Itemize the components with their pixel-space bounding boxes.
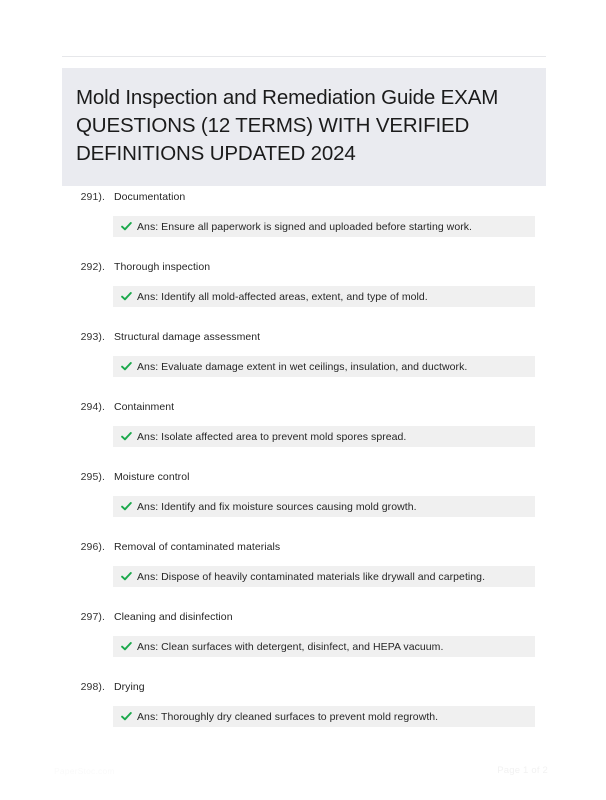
- qa-term: Removal of contaminated materials: [114, 541, 281, 553]
- qa-answer-text: Ans: Dispose of heavily contaminated materials like drywall and carpeting.: [137, 570, 486, 583]
- qa-term: Moisture control: [114, 471, 190, 483]
- qa-number: 292).: [80, 261, 105, 273]
- qa-item: [0, 608, 606, 678]
- qa-term: Containment: [114, 401, 175, 413]
- qa-term: Documentation: [114, 191, 186, 203]
- qa-answer-bar: [113, 286, 535, 307]
- qa-header: [0, 468, 606, 494]
- green-check-icon: [121, 501, 132, 512]
- green-check-icon: [121, 641, 132, 652]
- document-title-band: [62, 68, 546, 186]
- qa-header: [0, 188, 606, 214]
- qa-item: [0, 258, 606, 328]
- qa-header: [0, 538, 606, 564]
- qa-number: 294).: [80, 401, 105, 413]
- footer-page-number: Page 1 of 2: [497, 765, 548, 776]
- qa-number: 297).: [80, 611, 105, 623]
- qa-answer-text: Ans: Ensure all paperwork is signed and uploaded before starting work.: [137, 220, 473, 233]
- qa-header: [0, 398, 606, 424]
- qa-answer-bar: [113, 426, 535, 447]
- qa-header: [0, 258, 606, 284]
- qa-number: 293).: [80, 331, 105, 343]
- qa-item: [0, 468, 606, 538]
- question-answer-list: [0, 188, 606, 748]
- qa-answer-bar: [113, 706, 535, 727]
- qa-header: [0, 328, 606, 354]
- page-footer: [0, 762, 606, 784]
- green-check-icon: [121, 711, 132, 722]
- qa-term: Cleaning and disinfection: [114, 611, 233, 623]
- qa-item: [0, 538, 606, 608]
- green-check-icon: [121, 361, 132, 372]
- qa-header: [0, 608, 606, 634]
- header-divider: [62, 56, 546, 57]
- qa-number: 291).: [80, 191, 105, 203]
- green-check-icon: [121, 221, 132, 232]
- qa-header: [0, 678, 606, 704]
- qa-answer-bar: [113, 566, 535, 587]
- qa-number: 295).: [80, 471, 105, 483]
- qa-answer-bar: [113, 216, 535, 237]
- qa-item: [0, 678, 606, 748]
- qa-answer-bar: [113, 636, 535, 657]
- qa-number: 298).: [80, 681, 105, 693]
- qa-answer-text: Ans: Evaluate damage extent in wet ceilings, insulation, and ductwork.: [137, 360, 468, 373]
- qa-item: [0, 188, 606, 258]
- green-check-icon: [121, 291, 132, 302]
- qa-answer-text: Ans: Clean surfaces with detergent, disinfect, and HEPA vacuum.: [137, 640, 444, 653]
- qa-number: 296).: [80, 541, 105, 553]
- green-check-icon: [121, 571, 132, 582]
- qa-answer-text: Ans: Thoroughly dry cleaned surfaces to prevent mold regrowth.: [137, 710, 439, 723]
- qa-item: [0, 398, 606, 468]
- green-check-icon: [121, 431, 132, 442]
- qa-term: Structural damage assessment: [114, 331, 261, 343]
- qa-answer-bar: [113, 356, 535, 377]
- qa-answer-text: Ans: Identify all mold-affected areas, extent, and type of mold.: [137, 290, 428, 303]
- qa-term: Thorough inspection: [114, 261, 211, 273]
- qa-term: Drying: [114, 681, 145, 693]
- qa-item: [0, 328, 606, 398]
- qa-answer-text: Ans: Identify and fix moisture sources causing mold growth.: [137, 500, 417, 513]
- qa-answer-text: Ans: Isolate affected area to prevent mold spores spread.: [137, 430, 407, 443]
- footer-watermark: PaperStoc.com: [54, 766, 115, 776]
- page-title: Mold Inspection and Remediation Guide EXAM QUESTIONS (12 TERMS) WITH VERIFIED DEFINITIONS UPDATED 2024: [76, 86, 499, 166]
- qa-answer-bar: [113, 496, 535, 517]
